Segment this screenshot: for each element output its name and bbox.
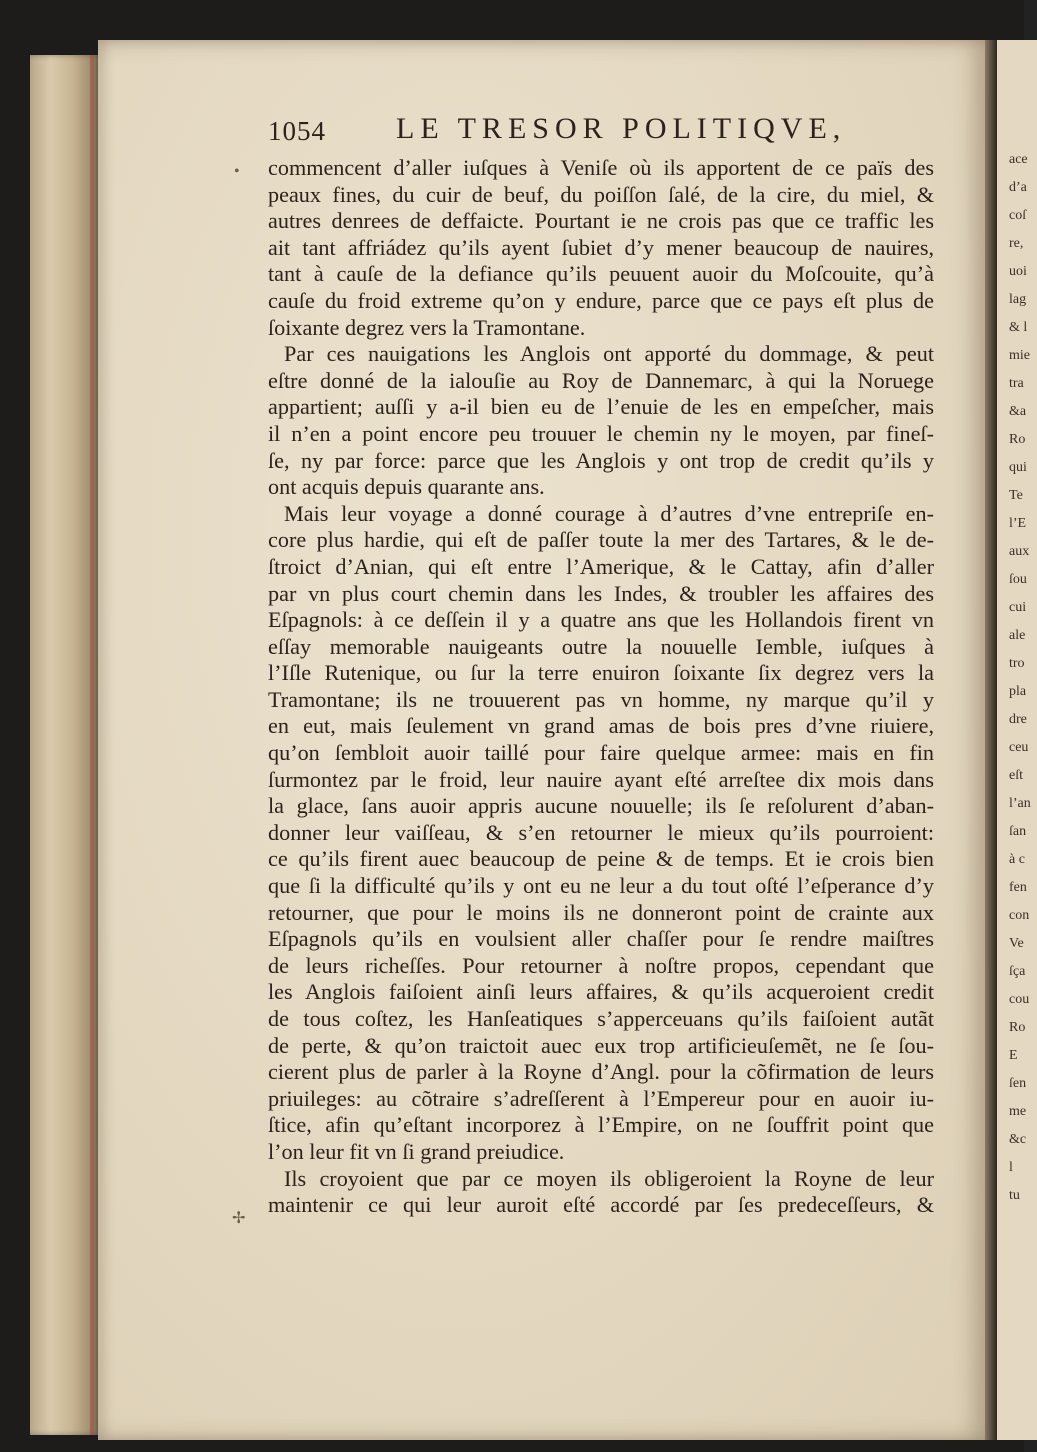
- facing-page-fragment: ſou: [1009, 572, 1027, 587]
- text-line: peaux fines, du cuir de beuf, du poiſſon ſalé, de la cire, du miel, &: [268, 181, 934, 207]
- body-text: [268, 155, 934, 1219]
- book-gutter: [985, 40, 997, 1440]
- text-line: appartient; auſſi y a-il bien eu de l’enuie de les en empeſcher, mais: [268, 394, 934, 420]
- text-line: autres denrees de deffaicte. Pourtant ie ne crois pas que ce traffic les: [268, 208, 934, 234]
- facing-page-fragment: E: [1009, 1048, 1018, 1063]
- text-line: Par ces nauigations les Anglois ont apporté du dommage, & peut: [284, 341, 934, 367]
- margin-flower-mark: ✢: [232, 1210, 246, 1227]
- text-line: eſtre donné de la ialouſie au Roy de Dannemarc, à qui la Noruege: [268, 367, 934, 393]
- facing-page-fragment: fen: [1009, 880, 1027, 895]
- text-line: ſurmontez par le froid, leur nauire ayant eſté arreſtee dix mois dans: [268, 766, 934, 792]
- running-title: LE TRESOR POLITIQVE,: [396, 112, 847, 145]
- facing-page-fragment: &c: [1009, 1132, 1027, 1147]
- facing-page-fragment: d’a: [1009, 180, 1027, 195]
- text-line: les Anglois faiſoient ainſi leurs affaires, & qu’ils acqueroient credit: [268, 979, 934, 1005]
- text-line: ce qu’ils firent auec beaucoup de peine & de temps. Et ie crois bien: [268, 846, 934, 872]
- text-line: de perte, & qu’on traictoit auec eux trop artificieuſemẽt, ne ſe ſou-: [268, 1032, 934, 1058]
- facing-page-fragment: lag: [1009, 292, 1027, 307]
- facing-page-fragment: cou: [1009, 992, 1030, 1007]
- facing-page-fragment: con: [1009, 908, 1030, 923]
- facing-page-fragment: Te: [1009, 488, 1023, 503]
- facing-page-fragment: eſt: [1009, 768, 1023, 783]
- facing-page-fragment: tro: [1009, 656, 1025, 671]
- text-line: qu’on ſembloit auoir taillé pour faire quelque armee: mais en fin: [268, 740, 934, 766]
- text-line: Tramontane; ils ne trouuerent pas vn homme, ny marque qu’il y: [268, 686, 934, 712]
- facing-page-fragment: cui: [1009, 600, 1027, 615]
- text-line: priuileges: au cõtraire s’adreſſerent à l’Empereur pour en auoir iu-: [268, 1085, 934, 1111]
- text-line: Mais leur voyage a donné courage à d’autres d’vne entrepriſe en-: [284, 500, 934, 526]
- text-line: Ils croyoient que par ce moyen ils obligeroient la Royne de leur: [284, 1165, 934, 1191]
- facing-page-fragment: Ro: [1009, 432, 1026, 447]
- facing-page-fragment: ſan: [1009, 824, 1027, 839]
- text-line: l’on leur fit vn ſi grand preiudice.: [268, 1138, 565, 1164]
- facing-page-fragment: ace: [1009, 152, 1028, 167]
- text-line: de tous coſtez, les Hanſeatiques s’apperceuans qu’ils faiſoient autãt: [268, 1006, 934, 1031]
- page-header: [268, 112, 948, 152]
- facing-page-fragment: mie: [1009, 348, 1030, 363]
- text-line: commencent d’aller iuſques à Veniſe où ils apportent de ce païs des: [268, 155, 934, 180]
- text-line: eſſay memorable nauigeants outre la nouuelle Iemble, iuſques à: [268, 633, 934, 659]
- text-line: maintenir ce qui leur auroit eſté accordé par ſes predeceſſeurs, &: [268, 1192, 934, 1218]
- facing-page-fragment: Ro: [1009, 1020, 1026, 1035]
- text-line: Eſpagnols: à ce deſſein il y a quatre ans que les Hollandois firent vn: [268, 607, 934, 633]
- text-line: il n’en a point encore peu trouuer le chemin ny le moyen, par fineſ-: [268, 420, 934, 446]
- facing-page-fragment: tra: [1009, 376, 1024, 391]
- facing-page-fragment: Ve: [1009, 936, 1024, 951]
- facing-page-fragment: &a: [1009, 404, 1027, 419]
- facing-page-fragment: uoi: [1009, 264, 1027, 279]
- facing-page-fragment: l: [1009, 1160, 1013, 1175]
- facing-page-fragment: & l: [1009, 320, 1028, 335]
- text-line: tant à cauſe de la defiance qu’ils peuuent auoir du Moſcouite, qu’à: [268, 261, 934, 287]
- facing-page-fragment: dre: [1009, 712, 1027, 727]
- facing-page-fragment: pla: [1009, 684, 1027, 699]
- page-number: 1054: [268, 116, 326, 146]
- text-line: de leurs richeſſes. Pour retourner à noſtre propos, cependant que: [268, 952, 934, 978]
- text-line: ait tant affriádez qu’ils ayent ſubiet d’y mener beaucoup de nauires,: [268, 234, 934, 260]
- facing-page-fragment: re,: [1009, 236, 1024, 251]
- facing-page-fragment: l’E: [1009, 516, 1027, 531]
- facing-page-fragment: ſen: [1009, 1076, 1027, 1091]
- text-line: retourner, que pour le moins ils ne donneront point de crainte aux: [268, 899, 934, 925]
- text-line: ſoixante degrez vers la Tramontane.: [268, 314, 586, 340]
- text-line: en eut, mais ſeulement vn grand amas de bois pres d’vne riuiere,: [268, 713, 934, 739]
- margin-bullet-mark: •: [234, 163, 240, 180]
- facing-page-edge: [997, 40, 1037, 1440]
- facing-page-fragment: ſça: [1009, 964, 1026, 979]
- text-line: que ſi la difficulté qu’ils y ont eu ne leur a du tout oſté l’eſperance d’y: [268, 873, 934, 899]
- text-line: l’Iſle Rutenique, ou ſur la terre enuiron ſoixante ſix degrez vers la: [268, 660, 934, 686]
- text-line: ſtroict d’Anian, qui eſt entre l’Amerique, & le Cattay, afin d’aller: [268, 553, 934, 579]
- facing-page-fragment: ceu: [1009, 740, 1029, 755]
- facing-page-fragment: me: [1009, 1104, 1027, 1119]
- text-line: ſe, ny par force: parce que les Anglois y ont trop de credit qu’ils y: [268, 447, 934, 473]
- facing-page-fragment: l’an: [1009, 796, 1031, 811]
- text-line: Eſpagnols qu’ils en voulsient aller chaſſer pour ſe rendre maiſtres: [268, 926, 934, 952]
- facing-page-fragment: coſ: [1009, 208, 1027, 223]
- facing-page-fragment: aux: [1009, 544, 1030, 559]
- text-line: cauſe du froid extreme qu’on y endure, parce que ce pays eſt plus de: [268, 287, 934, 313]
- facing-page-fragment: à c: [1009, 852, 1025, 867]
- facing-page-fragment: qui: [1009, 460, 1027, 475]
- facing-page-fragment: tu: [1009, 1188, 1020, 1203]
- text-line: ſtice, afin qu’eſtant incorporez à l’Empire, on ne ſouffrit point que: [268, 1112, 934, 1138]
- text-line: la glace, ſans auoir appris aucune nouuelle; ils ſe reſolurent d’aban-: [268, 793, 934, 819]
- text-line: core plus hardie, qui eſt de paſſer toute la mer des Tartares, & le de-: [268, 527, 934, 553]
- text-line: cierent plus de parler à la Royne d’Angl. pour la cõfirmation de leurs: [268, 1059, 934, 1085]
- text-line: par vn plus court chemin dans les Indes, & troubler les affaires des: [268, 580, 934, 606]
- book-fore-edge: [30, 55, 100, 1435]
- text-line: ont acquis depuis quarante ans.: [268, 474, 545, 500]
- text-line: donner leur vaiſſeau, & s’en retourner le mieux qu’ils pourroient:: [268, 819, 934, 845]
- facing-page-fragment: ale: [1009, 628, 1026, 643]
